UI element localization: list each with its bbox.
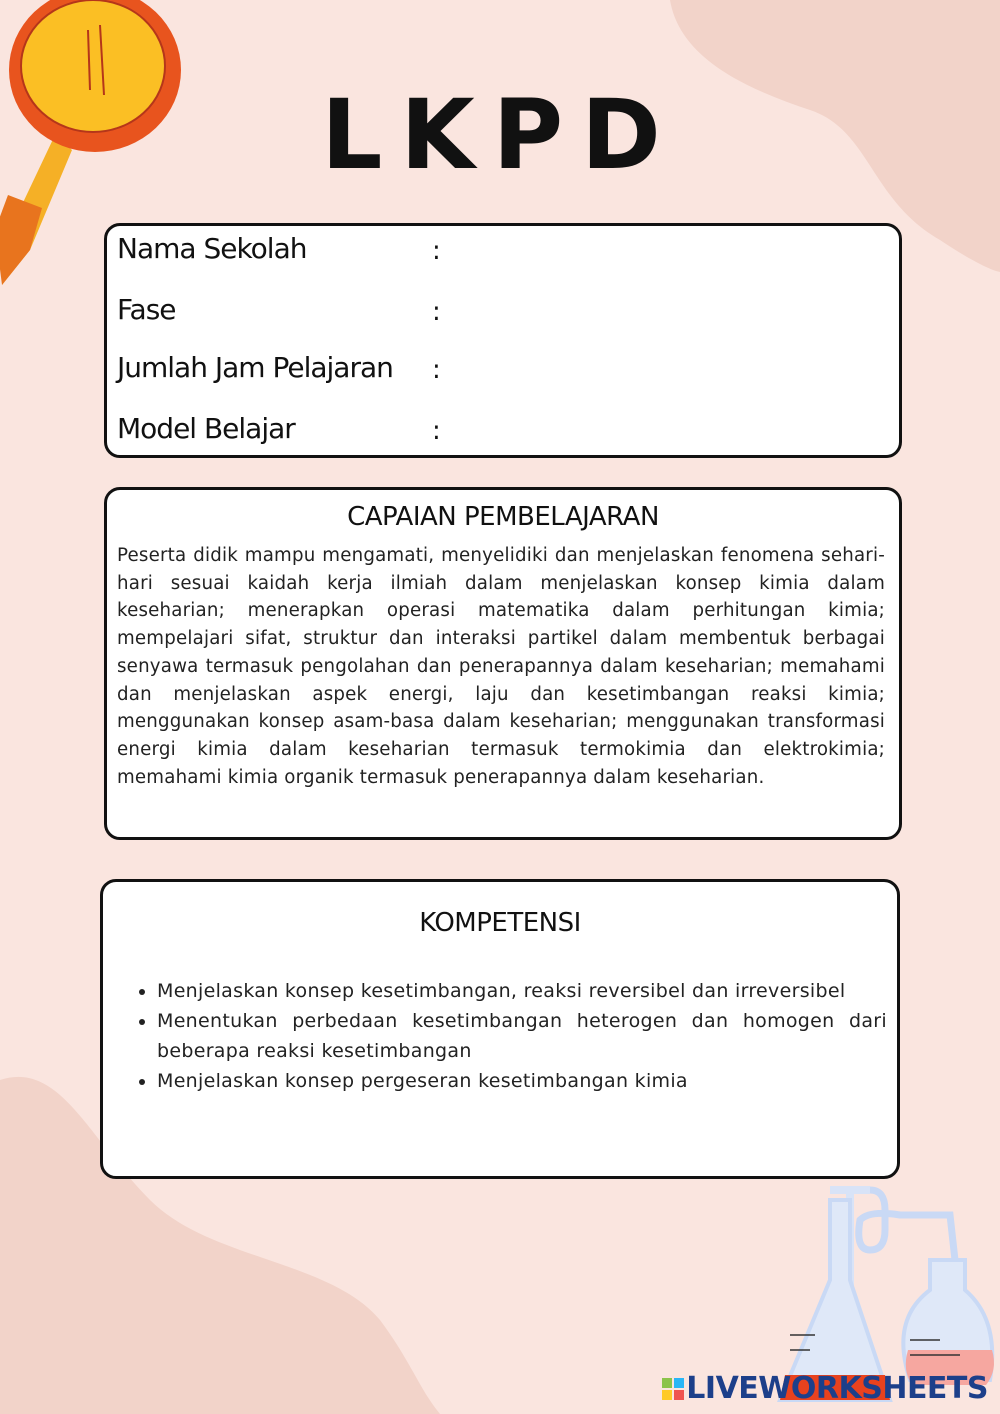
identity-colon: : <box>432 355 440 385</box>
watermark <box>662 1371 988 1406</box>
identity-colon: : <box>432 416 440 446</box>
kompetensi-heading: KOMPETENSI <box>419 908 581 938</box>
capaian-text: Peserta didik mampu mengamati, menyelidiki dan menjelaskan fenomena sehari-hari sesuai kaidah kerja ilmiah dalam menjelaskan konsep kimia dalam keseharian; menerapkan operasi matematika dalam perhitungan kimia; mempelajari sifat, struktur dan interaksi partikel dalam membentuk berbagai senyawa termasuk pengolahan dan penerapannya dalam keseharian; memahami dan menjelaskan aspek energi, laju dan kesetimbangan reaksi kimia; menggunakan konsep asam-basa dalam keseharian; menggunakan transformasi energi kimia dalam keseharian termasuk termokimia dan elektrokimia; memahami kimia organik termasuk penerapannya dalam keseharian. <box>117 545 885 788</box>
identity-box <box>104 223 902 458</box>
identity-colon: : <box>432 236 440 266</box>
capaian-heading: CAPAIAN PEMBELAJARAN <box>347 502 659 532</box>
page-title: LKPD <box>321 79 679 191</box>
identity-row-school <box>117 232 440 266</box>
list-item: • Menjelaskan konsep kesetimbangan, reaksi reversibel dan irreversibel <box>157 976 887 1006</box>
identity-row-phase <box>117 293 440 327</box>
identity-row-model <box>117 412 440 446</box>
capaian-box <box>104 487 902 840</box>
identity-label: Model Belajar <box>117 412 295 445</box>
list-item: • Menentukan perbedaan kesetimbangan heterogen dan homogen dari beberapa reaksi kesetimbangan <box>157 1006 887 1066</box>
watermark-text: LIVEWORKSHEETS <box>686 1371 988 1406</box>
identity-label: Fase <box>117 293 176 326</box>
kompetensi-box <box>100 879 900 1179</box>
list-item: • Menjelaskan konsep pergeseran kesetimbangan kimia <box>157 1066 887 1096</box>
identity-label: Jumlah Jam Pelajaran <box>117 351 393 384</box>
kompetensi-list <box>103 976 887 1096</box>
identity-label: Nama Sekolah <box>117 232 307 265</box>
identity-row-hours <box>117 351 440 385</box>
liveworksheets-logo-icon <box>662 1378 684 1400</box>
identity-colon: : <box>432 297 440 327</box>
